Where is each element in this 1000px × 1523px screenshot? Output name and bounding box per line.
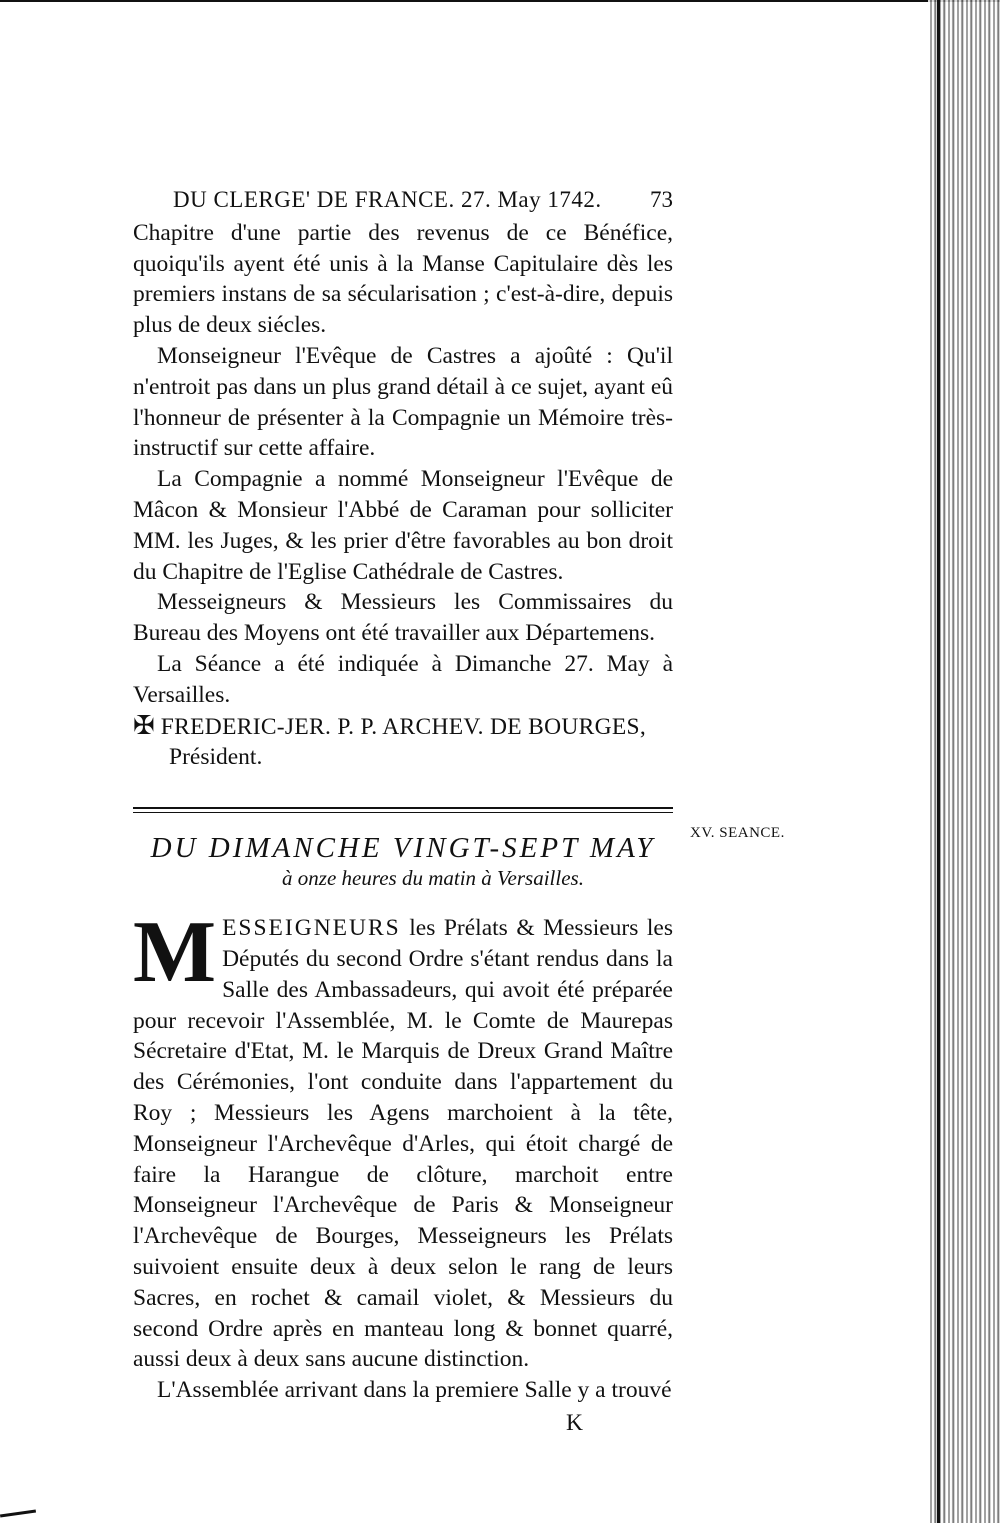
section-divider: [133, 807, 673, 813]
page-text-block: [133, 185, 673, 1439]
drop-cap: M: [133, 904, 217, 1002]
paragraph-7: L'Assemblée arrivant dans la premiere Salle y a trouvé: [157, 1377, 672, 1404]
signature-name: FREDERIC-JER. P. P. ARCHEV. DE BOURGES,: [160, 713, 647, 740]
paragraph-6-text: les Prélats & Messieurs les Députés du second Ordre s'étant rendus dans la Salle des Ambassadeurs, qui avoit été préparée pour recevoir l'Assemblée, M. le Comte de Maurepas Sécretaire d'Etat, M. le Marquis de Dreux Grand Maître des Cérémonies, l'ont conduite dans l'appartement du Roy ; Messieurs les Agens marchoient à la tête, Monseigneur l'Archevêque d'Arles, qui étoit chargé de faire la Harangue de clôture, marchoit entre Monseigneur l'Archevêque de Paris & Monseigneur l'Archevêque de Bourges, Messeigneurs les Prélats suivoient ensuite deux à deux selon le rang de leurs Sacres, en rochet & camail violet, & Messieurs du second Ordre après en manteau long & bonnet quarré, aussi deux à deux sans aucune distinction.: [133, 915, 673, 1373]
corner-mark: [0, 1510, 36, 1518]
lead-word: ESSEIGNEURS: [222, 915, 401, 942]
page-number: 73: [650, 187, 673, 212]
margin-note: XV. SEANCE.: [690, 825, 785, 841]
paragraph-6: [133, 904, 673, 1375]
paragraph-3: La Compagnie a nommé Monseigneur l'Evêque de Mâcon & Monsieur l'Abbé de Caraman pour solliciter MM. les Juges, & les prier d'être favorables au bon droit du Chapitre de l'Eglise Cathédrale de Castres.: [133, 466, 673, 585]
signature-role: Président.: [169, 744, 263, 771]
paragraph-5: La Séance a été indiquée à Dimanche 27. May à Versailles.: [133, 650, 673, 708]
session-title: DU DIMANCHE VINGT-SEPT MAY: [150, 832, 656, 865]
signature: [133, 711, 673, 743]
top-edge-rule: [0, 0, 1000, 2]
session-subtitle: à onze heures du matin à Versailles.: [282, 866, 584, 891]
paragraph-2: Monseigneur l'Evêque de Castres a ajoûté : Qu'il n'entroit pas dans un plus grand détail à ce sujet, ayant eû l'honneur de présenter à la Compagnie un Mémoire très-instructif sur cette affaire.: [133, 342, 673, 462]
running-title: DU CLERGE' DE FRANCE. 27. May 1742.: [173, 187, 602, 212]
book-spine-line: [937, 0, 940, 1523]
running-header: [173, 185, 673, 216]
catchword: K: [566, 1409, 583, 1436]
paragraph-4: Messeigneurs & Messieurs les Commissaires du Bureau des Moyens ont été travailler aux Départemens.: [133, 589, 673, 647]
maltese-cross-icon: ✠: [133, 710, 155, 740]
paragraph-1: Chapitre d'une partie des revenus de ce Bénéfice, quoiqu'ils ayent été unis à la Manse Capitulaire dès les premiers instans de sa sécularisation ; c'est-à-dire, depuis plus de deux siécles.: [133, 219, 673, 339]
